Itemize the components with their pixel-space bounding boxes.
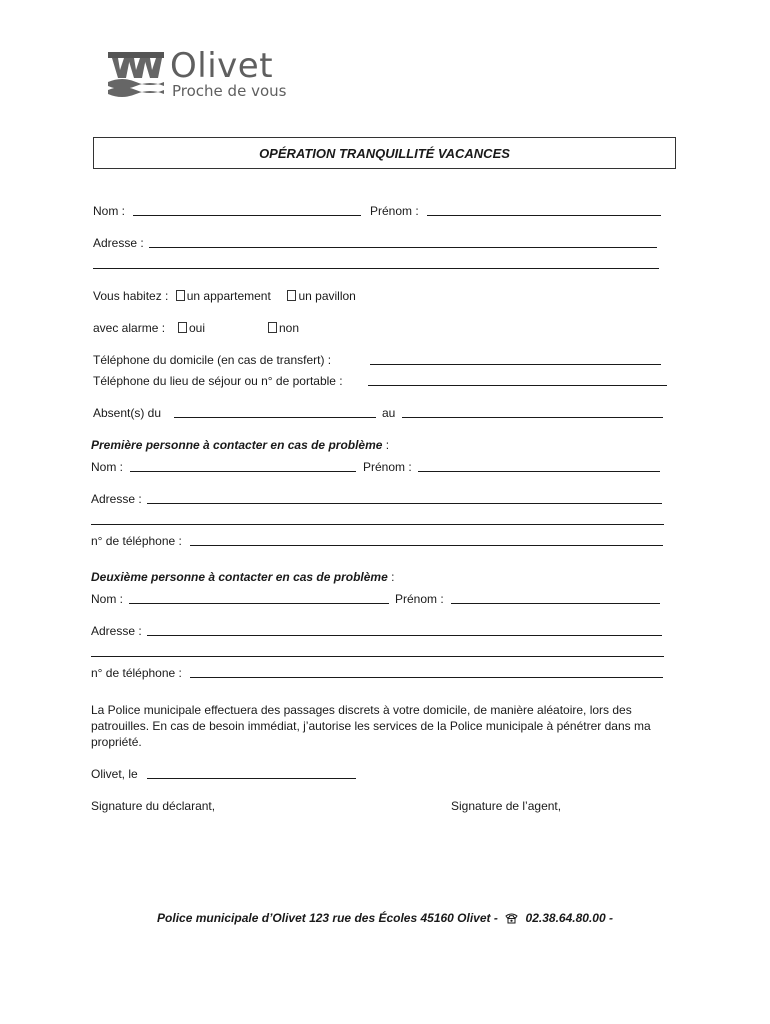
contact2-adresse-label: Adresse : <box>91 624 142 638</box>
tel-sejour-label: Téléphone du lieu de séjour ou n° de portable : <box>93 374 343 388</box>
contact2-nom-label: Nom : <box>91 592 124 606</box>
contact2-heading-text: Deuxième personne à contacter en cas de problème <box>91 570 388 584</box>
non-checkbox[interactable] <box>268 322 277 333</box>
contact2-tel-label: n° de téléphone : <box>91 666 182 680</box>
contact1-heading-text: Première personne à contacter en cas de problème <box>91 438 383 452</box>
appartement-checkbox[interactable] <box>176 290 185 301</box>
logo-name: Olivet <box>170 46 274 86</box>
contact1-adresse-label: Adresse : <box>91 492 142 506</box>
alarme-label: avec alarme : <box>93 321 166 335</box>
nom-label: Nom : <box>93 204 126 218</box>
pavillon-label: un pavillon <box>298 289 356 303</box>
signature-declarant-label: Signature du déclarant, <box>91 799 216 813</box>
footer-phone: 02.38.64.80.00 - <box>525 911 613 925</box>
form-title: OPÉRATION TRANQUILLITÉ VACANCES <box>93 137 676 169</box>
non-label: non <box>279 321 300 335</box>
prenom-field[interactable] <box>427 215 661 216</box>
nom-field[interactable] <box>133 215 361 216</box>
contact1-nom-field[interactable] <box>130 471 356 472</box>
appartement-label: un appartement <box>186 289 271 303</box>
olivet-logo <box>108 48 298 104</box>
place-date-label: Olivet, le <box>91 767 138 781</box>
contact1-adresse-field[interactable] <box>147 503 662 504</box>
adresse-field-line2[interactable] <box>93 268 659 269</box>
adresse-label: Adresse : <box>93 236 144 250</box>
contact2-prenom-label: Prénom : <box>395 592 444 606</box>
tel-sejour-field[interactable] <box>368 385 667 386</box>
oui-checkbox[interactable] <box>178 322 187 333</box>
contact1-heading <box>91 437 389 453</box>
telephone-icon <box>505 913 518 927</box>
contact1-prenom-field[interactable] <box>418 471 660 472</box>
pavillon-checkbox[interactable] <box>287 290 296 301</box>
authorization-paragraph: La Police municipale effectuera des passages discrets à votre domicile, de manière aléatoire, lors des patrouilles. En cas de besoin immédiat, j’autorise les services de la Police municipale à pénétrer dans ma propriété. <box>91 703 651 749</box>
au-label: au <box>382 406 396 420</box>
contact1-adresse-field-line2[interactable] <box>91 524 664 525</box>
logo-tagline: Proche de vous <box>172 82 287 100</box>
tel-domicile-label: Téléphone du domicile (en cas de transfert) : <box>93 353 332 367</box>
contact1-tel-field[interactable] <box>190 545 663 546</box>
contact2-adresse-field-line2[interactable] <box>91 656 664 657</box>
alarme-oui <box>174 320 205 336</box>
habitation-row <box>93 288 356 304</box>
oui-label: oui <box>189 321 206 335</box>
tel-domicile-field[interactable] <box>370 364 661 365</box>
contact1-prenom-label: Prénom : <box>363 460 412 474</box>
contact2-heading <box>91 569 394 585</box>
absent-from-field[interactable] <box>174 417 376 418</box>
footer <box>0 911 770 927</box>
footer-address: Police municipale d’Olivet 123 rue des Écoles 45160 Olivet - <box>157 911 498 925</box>
prenom-label: Prénom : <box>370 204 419 218</box>
adresse-field[interactable] <box>149 247 657 248</box>
absent-label: Absent(s) du <box>93 406 162 420</box>
contact1-nom-label: Nom : <box>91 460 124 474</box>
signature-agent-label: Signature de l’agent, <box>451 799 562 813</box>
contact2-adresse-field[interactable] <box>147 635 662 636</box>
habitation-label: Vous habitez : <box>93 289 169 303</box>
alarme-non <box>264 320 299 336</box>
contact1-tel-label: n° de téléphone : <box>91 534 182 548</box>
contact2-nom-field[interactable] <box>129 603 389 604</box>
contact2-tel-field[interactable] <box>190 677 663 678</box>
date-field[interactable] <box>147 778 356 779</box>
olivet-emblem-icon <box>108 48 164 100</box>
contact2-prenom-field[interactable] <box>451 603 660 604</box>
contact2-heading-colon: : <box>387 570 395 584</box>
contact1-heading-colon: : <box>382 438 390 452</box>
absent-to-field[interactable] <box>402 417 663 418</box>
